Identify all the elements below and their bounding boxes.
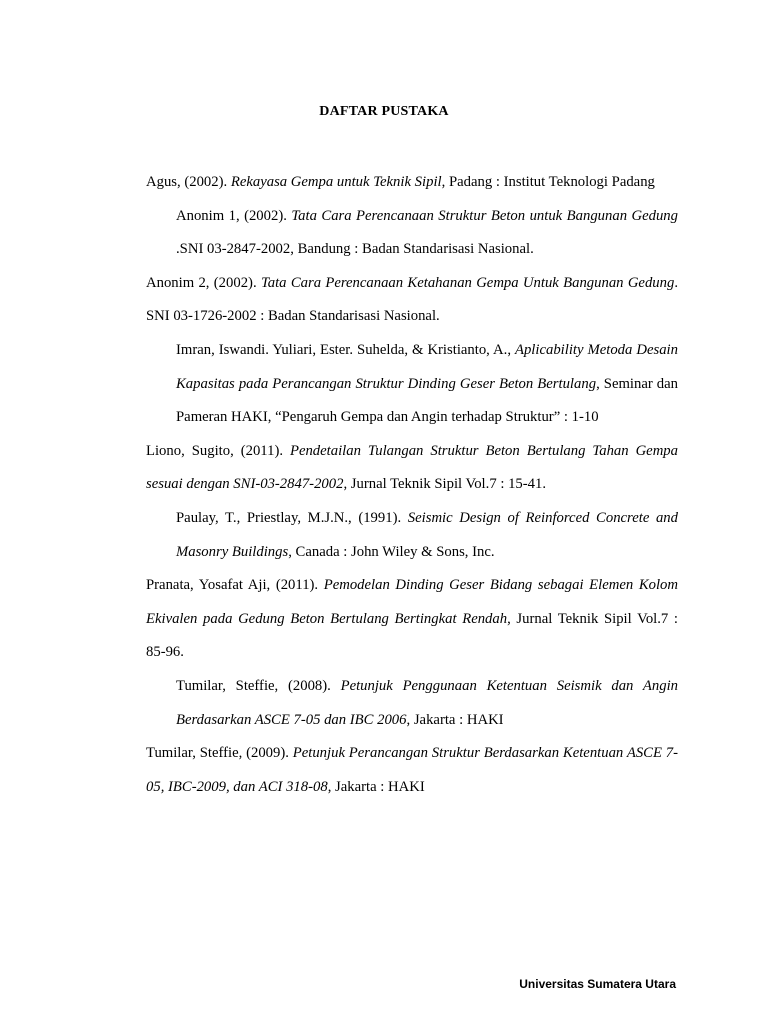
- reference-text: , Seminar dan Pameran HAKI, “Pengaruh Gempa dan Angin terhadap Struktur” : 1-10: [176, 375, 679, 426]
- reference-title: Petunjuk Penggunaan Ketentuan Seismik dan Angin Berdasarkan ASCE 7-05 dan IBC 2006: [176, 677, 678, 728]
- reference-text: Tumilar, Steffie, (2008).: [176, 677, 341, 694]
- reference-text: Anonim 2, (2002).: [146, 274, 261, 291]
- reference-text: , Jurnal Teknik Sipil Vol.7 : 15-41.: [343, 476, 547, 493]
- reference-title: Petunjuk Perancangan Struktur Berdasarkan Ketentuan ASCE 7-05, IBC-2009, dan ACI 318-08: [146, 745, 678, 795]
- reference-text: , Jakarta : HAKI: [327, 778, 425, 795]
- reference-text: .SNI 03-2847-2002, Bandung : Badan Standarisasi Nasional.: [176, 241, 534, 258]
- reference-title: Aplicability Metoda Desain Kapasitas pada Perancangan Struktur Dinding Geser Beton Bertulang: [176, 341, 678, 392]
- reference-entry: [146, 267, 678, 334]
- reference-title: Tata Cara Perencanaan Struktur Beton untuk Bangunan Gedung: [291, 207, 678, 224]
- reference-entry: [146, 569, 678, 670]
- reference-text: Agus, (2002).: [146, 174, 231, 190]
- reference-text: Anonim 1, (2002).: [176, 207, 292, 224]
- footer-university: Universitas Sumatera Utara: [519, 977, 676, 991]
- reference-entry: [146, 200, 678, 267]
- reference-entry: [146, 435, 678, 502]
- reference-entry: [146, 737, 678, 804]
- reference-entry: [146, 670, 678, 737]
- reference-text: , Padang : Institut Teknologi Padang: [441, 174, 655, 190]
- reference-text: , Canada : John Wiley & Sons, Inc.: [288, 543, 495, 560]
- reference-title: Tata Cara Perencanaan Ketahanan Gempa Untuk Bangunan Gedung: [260, 274, 675, 291]
- reference-text: . SNI 03-1726-2002 : Badan Standarisasi Nasional.: [146, 274, 678, 325]
- reference-title: Pemodelan Dinding Geser Bidang sebagai Elemen Kolom Ekivalen pada Gedung Beton Bertulang Bertingkat Rendah: [146, 577, 678, 627]
- reference-text: , Jakarta : HAKI: [406, 711, 504, 728]
- reference-title: Rekayasa Gempa untuk Teknik Sipil: [230, 174, 442, 190]
- reference-text: Imran, Iswandi. Yuliari, Ester. Suhelda, & Kristianto, A.,: [176, 341, 515, 358]
- reference-entry: [146, 334, 678, 435]
- reference-entry: [146, 166, 678, 200]
- reference-text: Pranata, Yosafat Aji, (2011).: [146, 577, 324, 594]
- reference-list: [146, 166, 678, 804]
- page-title: DAFTAR PUSTAKA: [319, 104, 449, 119]
- reference-text: Paulay, T., Priestlay, M.J.N., (1991).: [176, 509, 408, 526]
- reference-text: Liono, Sugito, (2011).: [146, 442, 290, 459]
- reference-text: , Jurnal Teknik Sipil Vol.7 : 85-96.: [146, 610, 678, 661]
- reference-text: Tumilar, Steffie, (2009).: [146, 745, 293, 762]
- reference-title: Pendetailan Tulangan Struktur Beton Bertulang Tahan Gempa sesuai dengan SNI-03-2847-2002: [146, 442, 678, 493]
- reference-title: Seismic Design of Reinforced Concrete and Masonry Buildings: [176, 509, 678, 560]
- reference-entry: [146, 502, 678, 569]
